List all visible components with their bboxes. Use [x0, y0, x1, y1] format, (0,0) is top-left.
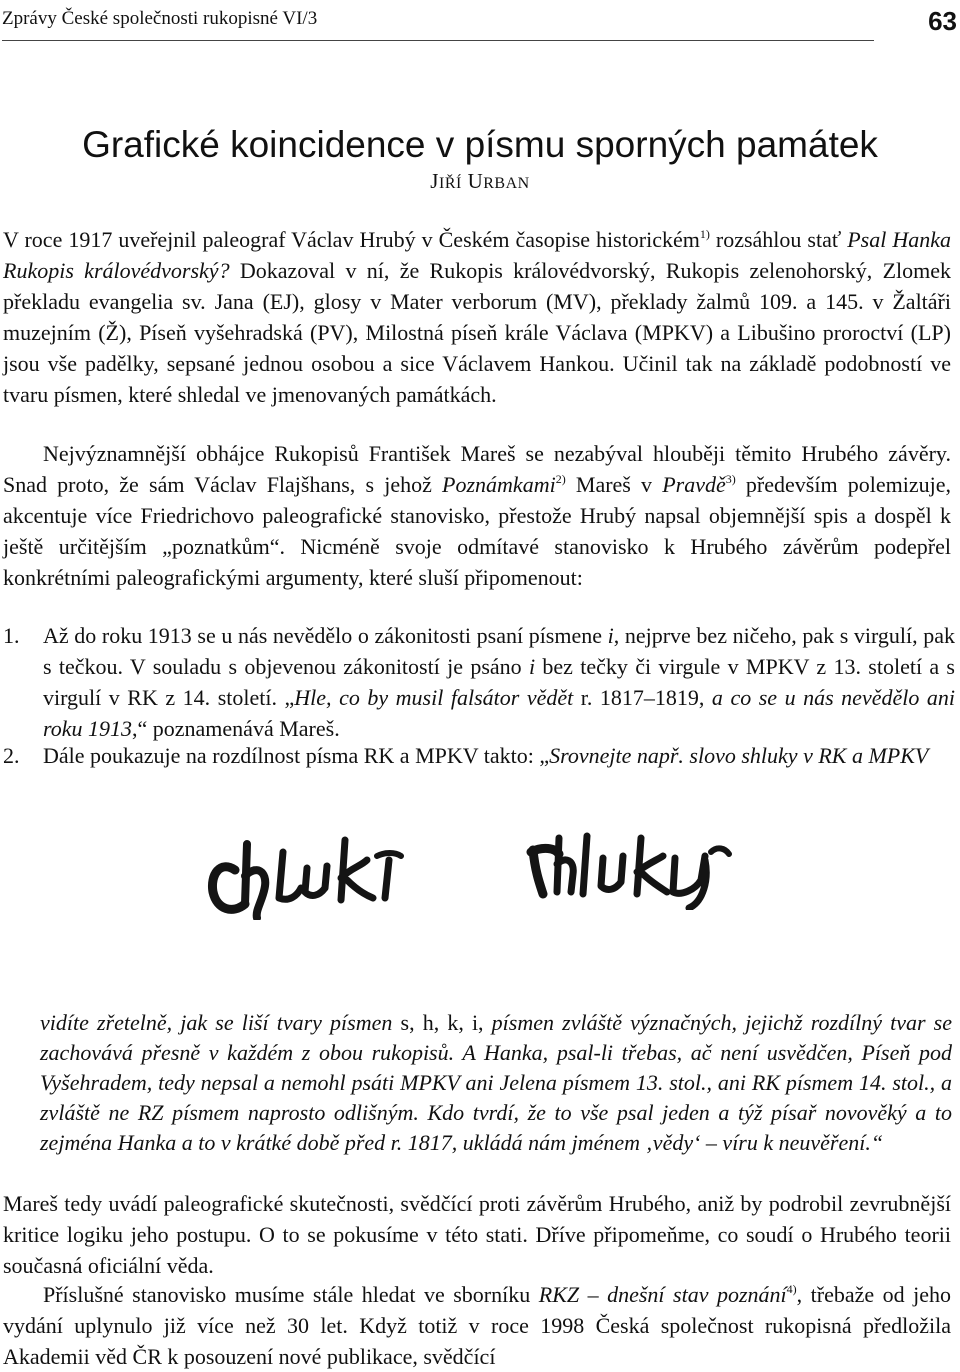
paragraph-1: V roce 1917 uveřejnil paleograf Václav Hrubý v Českém časopise historickém$^{1)}$ rozsáhlou stať Psal Hanka Rukopis královédvorský? Dokazoval v ní, že Rukopis královédvorský, Rukopis zelenohorský, Zlomek překladu evangelia sv. Jana (EJ), glosy v Mater verborum (MV), překlady žalmů 109. a 145. v Žaltáři muzejním (Ž), Píseň vyšehradská (PV), Milostná píseň krále Václava (MPKV) a Libušino proroctví (LP) jsou vše padělky, sepsané jednou osobou a sice Václavem Hankou. Učinil tak na základě podobností ve tvaru písmen, které shledal ve jmenovaných památkách. [3, 227, 952, 407]
paragraph-2: Nejvýznamnější obhájce Rukopisů František Mareš se nezabýval hlouběji těmito Hrubého závěry. Snad proto, že sám Václav Flajšhans, s jehož Poznámkami$^{2)}$ Mareš v Pravdě$^{3)}$ především polemizuje, akcentuje více Friedrichovo paleografické stanovisko, přestože Hrubý napsal objemnější spis a dospěl k ještě určitějším „poznatkům“. Nicméně svoje odmítavé stanovisko k Hrubého závěrům podepřel konkrétními paleografickými argumenty, které sluší připomenout: [3, 441, 951, 590]
manuscript-word-rk-image [205, 830, 420, 920]
footnote-ref-1[interactable]: 1) [699, 227, 710, 241]
list-number: 2. [3, 743, 20, 768]
list-item-text: Až do roku 1913 se u nás nevědělo o zákonitosti psaní písmene i, nejprve bez ničeho, pak s virgulí, pak s tečkou. V souladu s objevenou zákonitostí je psáno i bez tečky či virgule v MPKV z 13. století a s virgulí v RK z 14. století. „Hle, co by musil falsátor vědět r. 1817–1819, a co se u nás nevědělo ani roku 1913,“ poznamenává Mareš. [43, 623, 955, 741]
manuscript-word-mpkv-image [525, 830, 735, 910]
article-author: JIŘÍ URBAN [430, 169, 530, 193]
journal-title: Zprávy České společnosti rukopisné VI/3 [2, 8, 318, 29]
list-item-text: Dále poukazuje na rozdílnost písma RK a MPKV takto: „Srovnejte např. slovo shluky v RK a MPKV [43, 743, 929, 768]
article-title: Grafické koincidence v písmu sporných památek [82, 124, 878, 165]
quotation-block: vidíte zřetelně, jak se liší tvary písmen s, h, k, i, písmen zvláště význačných, jejichž rozdílný tvar se zachovává přesně v každém z obou rukopisů. A Hanka, psal-li třebas, ač není usvědčen, Píseň pod Vyšehradem, tedy nepsal a nemohl psáti MPKV ani Jelena písmem 13. stol., ani RK písmem 14. stol., a zvláště ne RZ písmem naprosto odlišným. Kdo tvrdí, že to vše psal jeden a týž písař novověký a to zejména Hanka a to v krátké době před r. 1817, ukládá nám jménem ‚vědy‘ – víru k neuvěření.“ [40, 1010, 953, 1155]
footnote-ref-3[interactable]: 3) [725, 472, 736, 486]
footnote-ref-2[interactable]: 2) [555, 472, 566, 486]
list-number: 1. [3, 623, 20, 648]
paragraph-3: Mareš tedy uvádí paleografické skutečnosti, svědčící proti závěrům Hrubého, aniž by podrobil zevrubnější kritice logiku jeho postupu. O to se pokusíme v této stati. Dříve připomeňme, co soudí o Hrubého teorii současná oficiální věda. [3, 1191, 951, 1278]
page-number: 63 [928, 6, 957, 36]
paragraph-4: Příslušné stanovisko musíme stále hledat ve sborníku RKZ – dnešní stav poznání$^{4)}$, třebaže od jeho vydání uplynulo již více než 30 let. Když totiž v roce 1998 Česká společnost rukopisná předložila Akademii věd ČR k posouzení nové publikace, svědčící [3, 1282, 951, 1369]
header-rule [2, 40, 874, 41]
footnote-ref-4[interactable]: 4) [786, 1282, 797, 1296]
running-header [2, 6, 957, 42]
